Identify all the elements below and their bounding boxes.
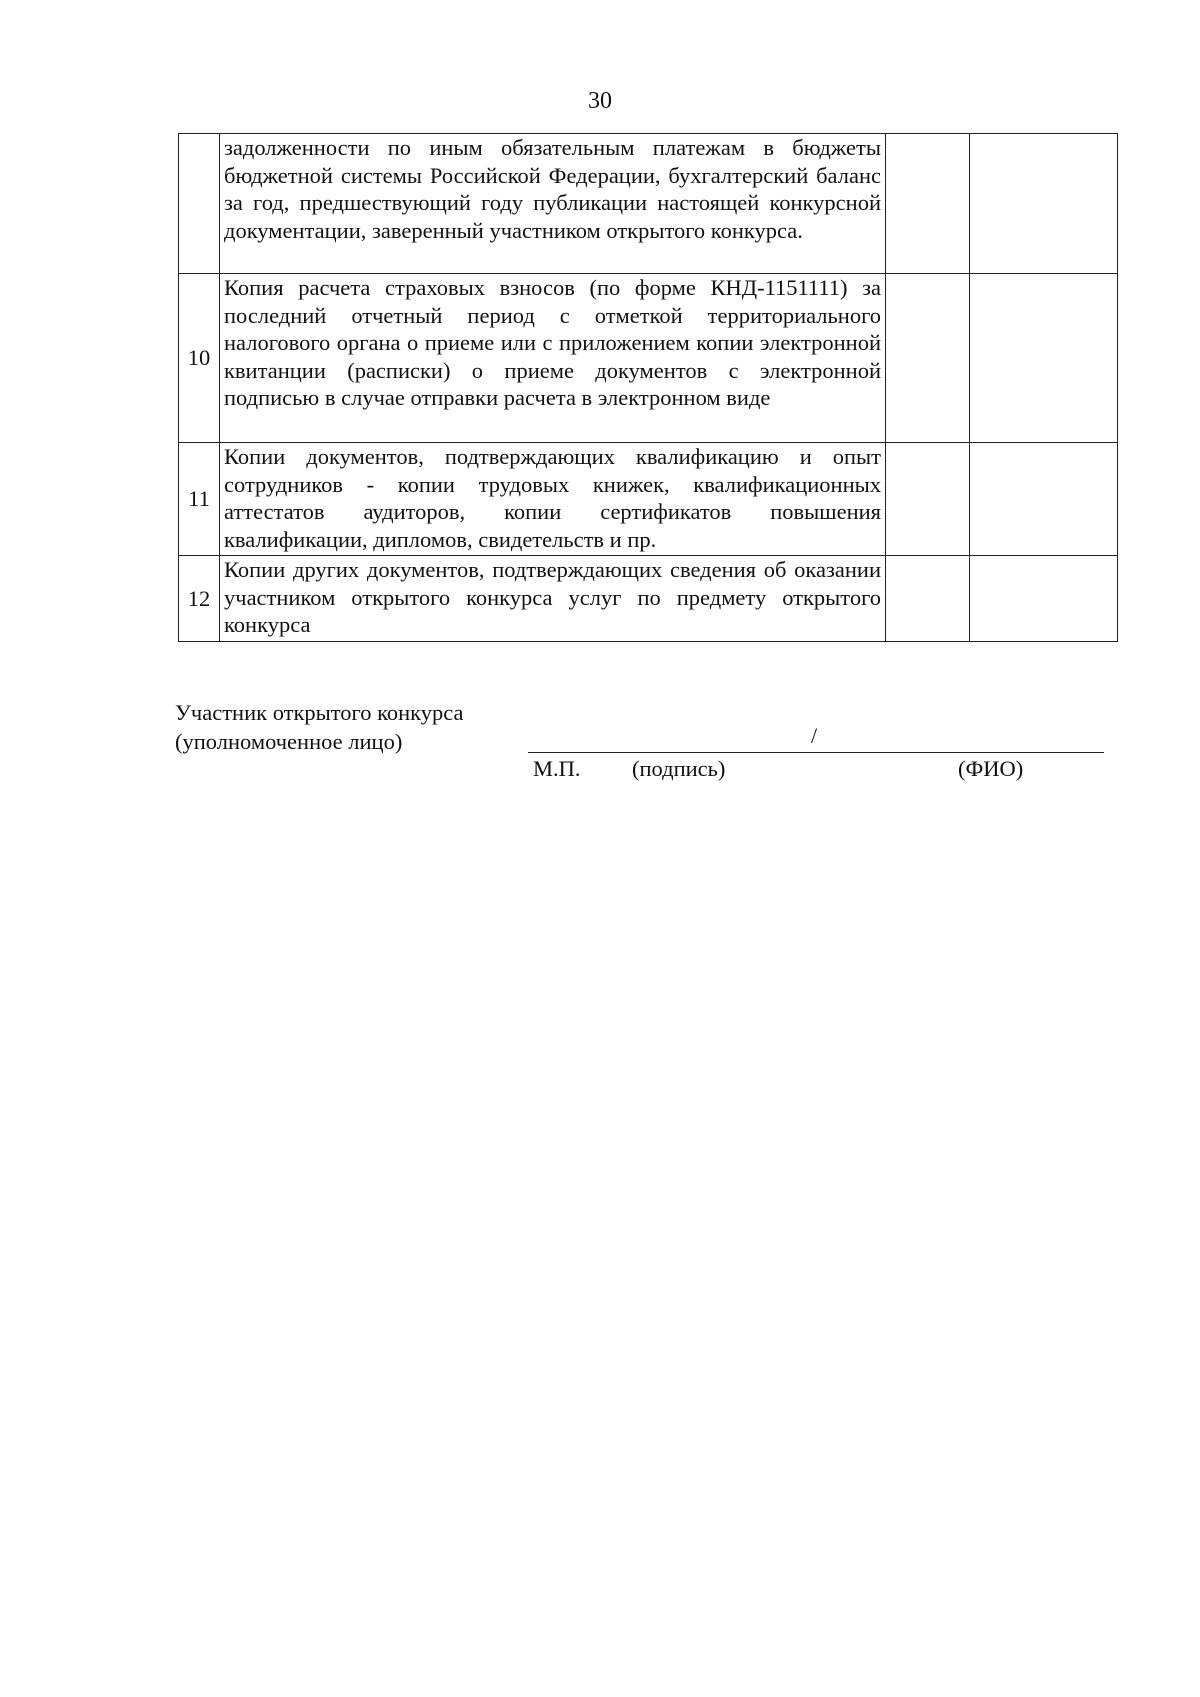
row-cell-blank: [970, 556, 1118, 642]
table-row: [179, 443, 1118, 556]
row-description: Копии документов, подтверждающих квалификацию и опыт сотрудников - копии трудовых книжек, квалификационных аттестатов аудиторов, копии сертификатов повышения квалификации, дипломов, свидетельств и пр.: [220, 443, 886, 556]
signature-line: [528, 752, 1104, 753]
row-cell-blank: [970, 274, 1118, 443]
table-row: [179, 556, 1118, 642]
signature-authorized-label: (уполномоченное лицо): [175, 729, 403, 754]
row-cell-blank: [886, 556, 970, 642]
row-cell-blank: [970, 134, 1118, 274]
row-number: 10: [179, 274, 220, 443]
row-cell-blank: [970, 443, 1118, 556]
row-cell-blank: [886, 274, 970, 443]
row-description: задолженности по иным обязательным платежам в бюджеты бюджетной системы Российской Федерации, бухгалтерский баланс за год, предшествующий году публикации настоящей конкурсной документации, заверенный участником открытого конкурса.: [220, 134, 886, 274]
row-number: 12: [179, 556, 220, 642]
row-description: Копии других документов, подтверждающих сведения об оказании участником открытого конкурса услуг по предмету открытого конкурса: [220, 556, 886, 642]
signature-block: [175, 698, 464, 756]
fullname-caption: (ФИО): [958, 756, 1024, 781]
row-description: Копия расчета страховых взносов (по форме КНД-1151111) за последний отчетный период с отметкой территориального налогового органа о приеме или с приложением копии электронной квитанции (расписки) о приеме документов с электронной подписью в случае отправки расчета в электронном виде: [220, 274, 886, 443]
page-number: 30: [588, 88, 612, 114]
table-row: [179, 274, 1118, 443]
signature-caption: (подпись): [632, 756, 726, 781]
signature-participant-label: Участник открытого конкурса: [175, 700, 464, 725]
row-cell-blank: [886, 134, 970, 274]
row-number: [179, 134, 220, 274]
document-table: [178, 133, 1118, 642]
row-cell-blank: [886, 443, 970, 556]
stamp-label: М.П.: [533, 756, 581, 781]
row-number: 11: [179, 443, 220, 556]
signature-slash: /: [811, 723, 818, 748]
table-row: [179, 134, 1118, 274]
